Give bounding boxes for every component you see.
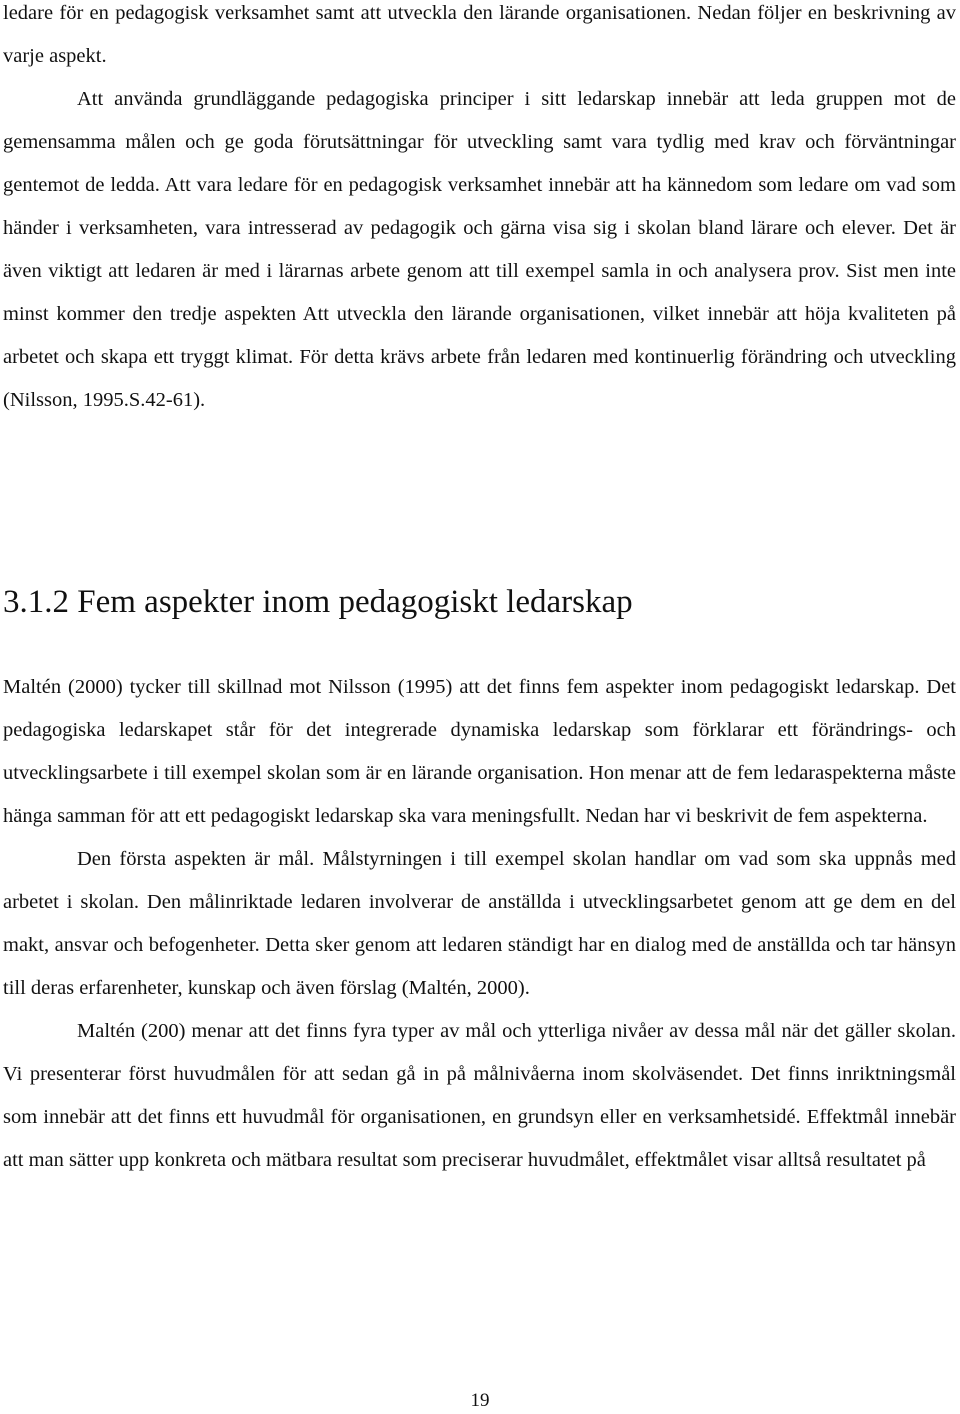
section-heading: 3.1.2 Fem aspekter inom pedagogiskt ledarskap	[3, 584, 633, 620]
paragraph-malten-intro: Maltén (2000) tycker till skillnad mot Nilsson (1995) att det finns fem aspekter inom pedagogiskt ledarskap. Det pedagogiska ledarskapet står för det integrerade dynamiska ledarskap som förklarar ett förändrings- och utvecklingsarbete i till exempel skolan som är en lärande organisation. Hon menar att de fem ledaraspekterna måste hänga samman för att ett pedagogiskt ledarskap ska vara meningsfullt. Nedan har vi beskrivit de fem aspekterna.	[3, 676, 956, 827]
paragraph-goal-types: Maltén (200) menar att det finns fyra typer av mål och ytterliga nivåer av dessa mål när det gäller skolan. Vi presenterar först huvudmålen för att sedan gå in på målnivåerna inom skolväsendet. Det finns inriktningsmål som innebär att det finns ett huvudmål för organisationen, en grundsyn eller en verksamhetsidé. Effektmål innebär att man sätter upp konkreta och mätbara resultat som preciserar huvudmålet, effektmålet visar alltså resultatet på	[3, 1020, 956, 1171]
paragraph-continued: ledare för en pedagogisk verksamhet samt att utveckla den lärande organisationen. Nedan följer en beskrivning av varje aspekt.	[3, 2, 956, 67]
paragraph-aspects-nilsson: Att använda grundläggande pedagogiska principer i sitt ledarskap innebär att leda gruppen mot de gemensamma målen och ge goda förutsättningar för utveckling samt vara tydlig med krav och förväntningar gentemot de ledda. Att vara ledare för en pedagogisk verksamhet innebär att ha kännedom som ledare om vad som händer i verksamheten, vara intresserad av pedagogik och gärna visa sig i skolan bland lärare och elever. Det är även viktigt att ledaren är med i lärarnas arbete genom att till exempel samla in och analysera prov. Sist men inte minst kommer den tredje aspekten Att utveckla den lärande organisationen, vilket innebär att höja kvaliteten på arbetet och skapa ett tryggt klimat. För detta krävs arbete från ledaren med kontinuerlig förändring och utveckling (Nilsson, 1995.S.42-61).	[3, 88, 956, 411]
page-number: 19	[470, 1390, 490, 1411]
paragraph-first-aspect: Den första aspekten är mål. Målstyrningen i till exempel skolan handlar om vad som ska uppnås med arbetet i skolan. Den målinriktade ledaren involverar de anställda i utvecklingsarbetet genom att ge dem en del makt, ansvar och befogenheter. Detta sker genom att ledaren ständigt har en dialog med de anställda och tar hänsyn till deras erfarenheter, kunskap och även förslag (Maltén, 2000).	[3, 848, 956, 999]
text-section-five-aspects	[3, 666, 956, 1182]
text-section-intro	[3, 0, 956, 422]
